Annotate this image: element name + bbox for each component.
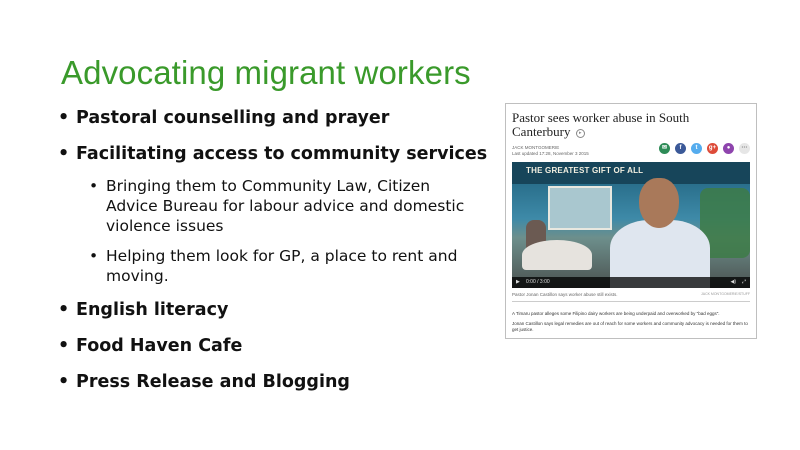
article-headline [512,111,750,139]
more-icon[interactable]: ··· [739,143,750,154]
sub-bullet-line: violence issues [106,217,224,235]
article-headline-text: Pastor sees worker abuse in South Canterbury [512,110,690,139]
caption-text: Pastor Jonan Castillon says worker abuse still exists. [512,292,618,297]
email-icon[interactable]: ✉ [659,143,670,154]
video-table [522,240,592,270]
facebook-icon[interactable]: f [675,143,686,154]
sub-bullet-line: • Helping them look for GP, a place to rent and [106,247,458,265]
video-window [548,186,612,230]
slide-title: Advocating migrant workers [61,54,471,91]
sub-bullet-line: • Bringing them to Community Law, Citizen [106,177,431,195]
bullet-item: • Facilitating access to community services [58,142,498,166]
photo-credit: JACK MONTGOMERIE/STUFF [701,292,750,296]
play-icon[interactable]: ▶ [516,279,520,285]
article-paragraph: Jonan Castillon says legal remedies are out of reach for some workers and community advocacy is needed for them to get justice. [512,321,748,332]
video-person-head [639,178,679,228]
bullet-list [58,106,498,406]
sub-bullet-line: Advice Bureau for labour advice and domestic [106,197,465,215]
twitter-icon[interactable]: t [691,143,702,154]
share-bar [659,143,750,154]
sub-bullet-line: moving. [106,267,169,285]
googleplus-icon[interactable]: g+ [707,143,718,154]
sub-bullet-item [58,176,498,236]
sub-bullet-group [58,176,498,286]
bullet-item: • English literacy [58,298,498,322]
volume-icon[interactable]: ◀) [730,279,736,285]
article-paragraph: A Timaru pastor alleges some Filipino dairy workers are being underpaid and overworked by "bad eggs". [512,311,720,316]
bullet-item: • Press Release and Blogging [58,370,498,394]
article-updated: Last updated 17:28, November 3 2015 [512,151,589,156]
sub-bullet-item [58,246,498,286]
video-timecode: 0:00 / 3:00 [526,279,550,285]
news-article-screenshot [505,103,757,339]
play-circle-icon: ▸ [576,129,585,138]
fullscreen-icon[interactable]: ⤢ [741,279,746,285]
video-controls [512,277,750,288]
article-byline [512,145,589,157]
video-player[interactable] [512,162,750,288]
bullet-item: • Food Haven Cafe [58,334,498,358]
video-banner-text: THE GREATEST GIFT OF ALL [526,166,644,175]
video-caption [512,291,750,302]
sub-bullet-list [58,176,498,286]
article-author: JACK MONTGOMERIE [512,145,560,150]
comment-icon[interactable]: ● [723,143,734,154]
bullet-item: • Pastoral counselling and prayer [58,106,498,130]
